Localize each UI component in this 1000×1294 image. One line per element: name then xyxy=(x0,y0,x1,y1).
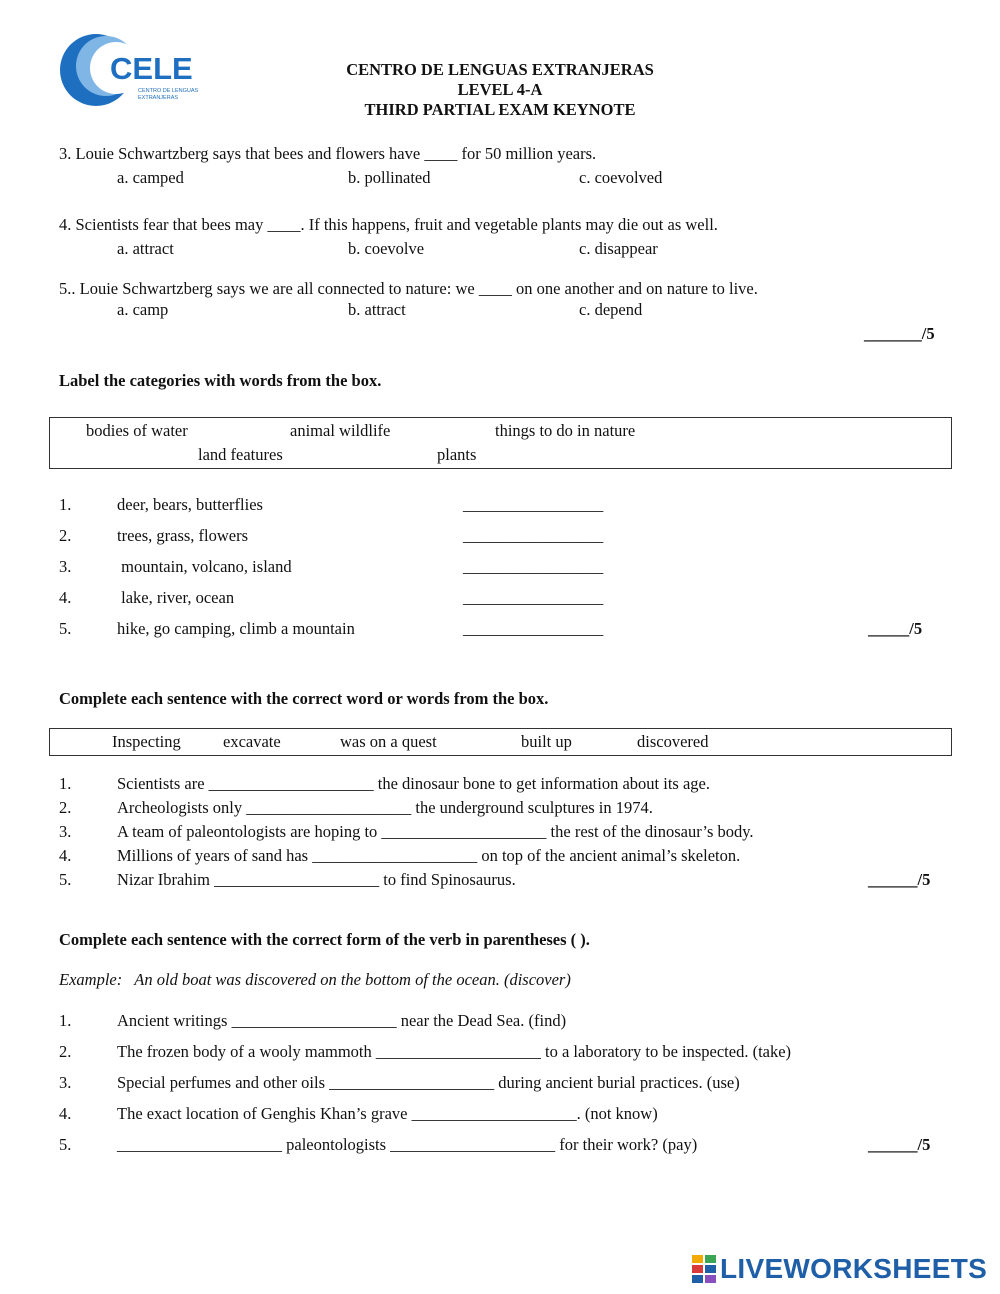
sentence[interactable]: Nizar Ibrahim ____________________ to find Spinosaurus. xyxy=(117,870,516,889)
item-text: deer, bears, butterflies xyxy=(117,495,263,514)
q3-option-c[interactable]: c. coevolved xyxy=(579,168,663,187)
box-word: things to do in nature xyxy=(495,421,636,440)
box-word: plants xyxy=(437,445,477,464)
item-text: lake, river, ocean xyxy=(117,588,235,607)
sentence[interactable]: Scientists are ____________________ the dinosaur bone to get information about its age. xyxy=(117,774,710,793)
question-3: 3. Louie Schwartzberg says that bees and flowers have ____ for 50 million years. xyxy=(59,144,597,163)
question-4: 4. Scientists fear that bees may ____. If this happens, fruit and vegetable plants may die out as well. xyxy=(59,215,718,234)
header-line-3: THIRD PARTIAL EXAM KEYNOTE xyxy=(364,100,636,119)
sentence[interactable]: Millions of years of sand has ____________________ on top of the ancient animal’s skeleton. xyxy=(117,846,741,865)
logo-subtext-2: EXTRANJERAS xyxy=(138,95,179,101)
item-number: 3. xyxy=(59,1073,72,1092)
item-number: 5. xyxy=(59,870,72,889)
section1-score: _______/5 xyxy=(864,324,935,343)
logo-text: CELE xyxy=(110,51,193,86)
q4-option-a[interactable]: a. attract xyxy=(117,239,174,258)
q4-option-b[interactable]: b. coevolve xyxy=(348,239,425,258)
section3-title: Complete each sentence with the correct word or words from the box. xyxy=(59,689,549,708)
sentence[interactable]: The frozen body of a wooly mammoth ____________________ to a laboratory to be inspected. (take) xyxy=(117,1042,792,1061)
box-word: excavate xyxy=(223,732,281,751)
q5-option-b[interactable]: b. attract xyxy=(348,300,406,319)
answer-blank[interactable]: _________________ xyxy=(463,588,604,607)
item-text: trees, grass, flowers xyxy=(117,526,249,545)
item-number: 1. xyxy=(59,1011,72,1030)
box-word: land features xyxy=(198,445,283,464)
item-number: 4. xyxy=(59,846,72,865)
cele-logo-mark-icon xyxy=(60,32,210,110)
item-number: 3. xyxy=(59,822,72,841)
sentence[interactable]: A team of paleontologists are hoping to ____________________ the rest of the dinosaur’s body. xyxy=(117,822,754,841)
item-number: 4. xyxy=(59,588,72,607)
section4-title: Complete each sentence with the correct form of the verb in parentheses ( ). xyxy=(59,930,590,949)
answer-blank[interactable]: _________________ xyxy=(463,619,604,638)
item-text: hike, go camping, climb a mountain xyxy=(117,619,355,638)
section2-score: _____/5 xyxy=(868,619,923,638)
answer-blank[interactable]: _________________ xyxy=(463,557,604,576)
item-number: 2. xyxy=(59,526,72,545)
item-number: 2. xyxy=(59,798,72,817)
q3-option-b[interactable]: b. pollinated xyxy=(348,168,431,187)
box-word: animal wildlife xyxy=(290,421,391,440)
answer-blank[interactable]: _________________ xyxy=(463,495,604,514)
sentence[interactable]: The exact location of Genghis Khan’s grave ____________________. (not know) xyxy=(117,1104,658,1123)
item-number: 1. xyxy=(59,774,72,793)
q3-option-a[interactable]: a. camped xyxy=(117,168,184,187)
q4-option-c[interactable]: c. disappear xyxy=(579,239,658,258)
item-number: 5. xyxy=(59,1135,72,1154)
sentence[interactable]: Special perfumes and other oils ____________________ during ancient burial practices. (use) xyxy=(117,1073,740,1092)
logo-subtext-1: CENTRO DE LENGUAS xyxy=(138,88,199,94)
box-word: bodies of water xyxy=(86,421,188,440)
box-word: built up xyxy=(521,732,572,751)
liveworksheets-blocks-icon xyxy=(692,1255,716,1283)
item-number: 3. xyxy=(59,557,72,576)
item-number: 1. xyxy=(59,495,72,514)
question-5: 5.. Louie Schwartzberg says we are all connected to nature: we ____ on one another and on nature to live. xyxy=(59,279,758,298)
liveworksheets-brand: LIVEWORKSHEETS xyxy=(720,1253,988,1284)
item-text: mountain, volcano, island xyxy=(117,557,292,576)
liveworksheets-logo[interactable] xyxy=(692,1252,987,1286)
box-word: discovered xyxy=(637,732,709,751)
box-word: Inspecting xyxy=(112,732,181,751)
q5-option-c[interactable]: c. depend xyxy=(579,300,643,319)
example-sentence: Example: An old boat was discovered on the bottom of the ocean. (discover) xyxy=(59,970,571,989)
answer-blank[interactable]: _________________ xyxy=(463,526,604,545)
sentence[interactable]: Ancient writings ____________________ near the Dead Sea. (find) xyxy=(117,1011,567,1030)
header-line-2: LEVEL 4-A xyxy=(457,80,543,99)
section4-score: ______/5 xyxy=(868,1135,931,1154)
section2-title: Label the categories with words from the box. xyxy=(59,371,382,390)
q5-option-a[interactable]: a. camp xyxy=(117,300,169,319)
sentence[interactable]: ____________________ paleontologists ____________________ for their work? (pay) xyxy=(117,1135,698,1154)
sentence[interactable]: Archeologists only ____________________ the underground sculptures in 1974. xyxy=(117,798,653,817)
header-line-1: CENTRO DE LENGUAS EXTRANJERAS xyxy=(346,60,654,79)
cele-logo xyxy=(60,32,210,110)
box-word: was on a quest xyxy=(340,732,437,751)
word-box-verbs xyxy=(49,728,952,756)
item-number: 4. xyxy=(59,1104,72,1123)
section3-score: ______/5 xyxy=(868,870,931,889)
item-number: 2. xyxy=(59,1042,72,1061)
item-number: 5. xyxy=(59,619,72,638)
